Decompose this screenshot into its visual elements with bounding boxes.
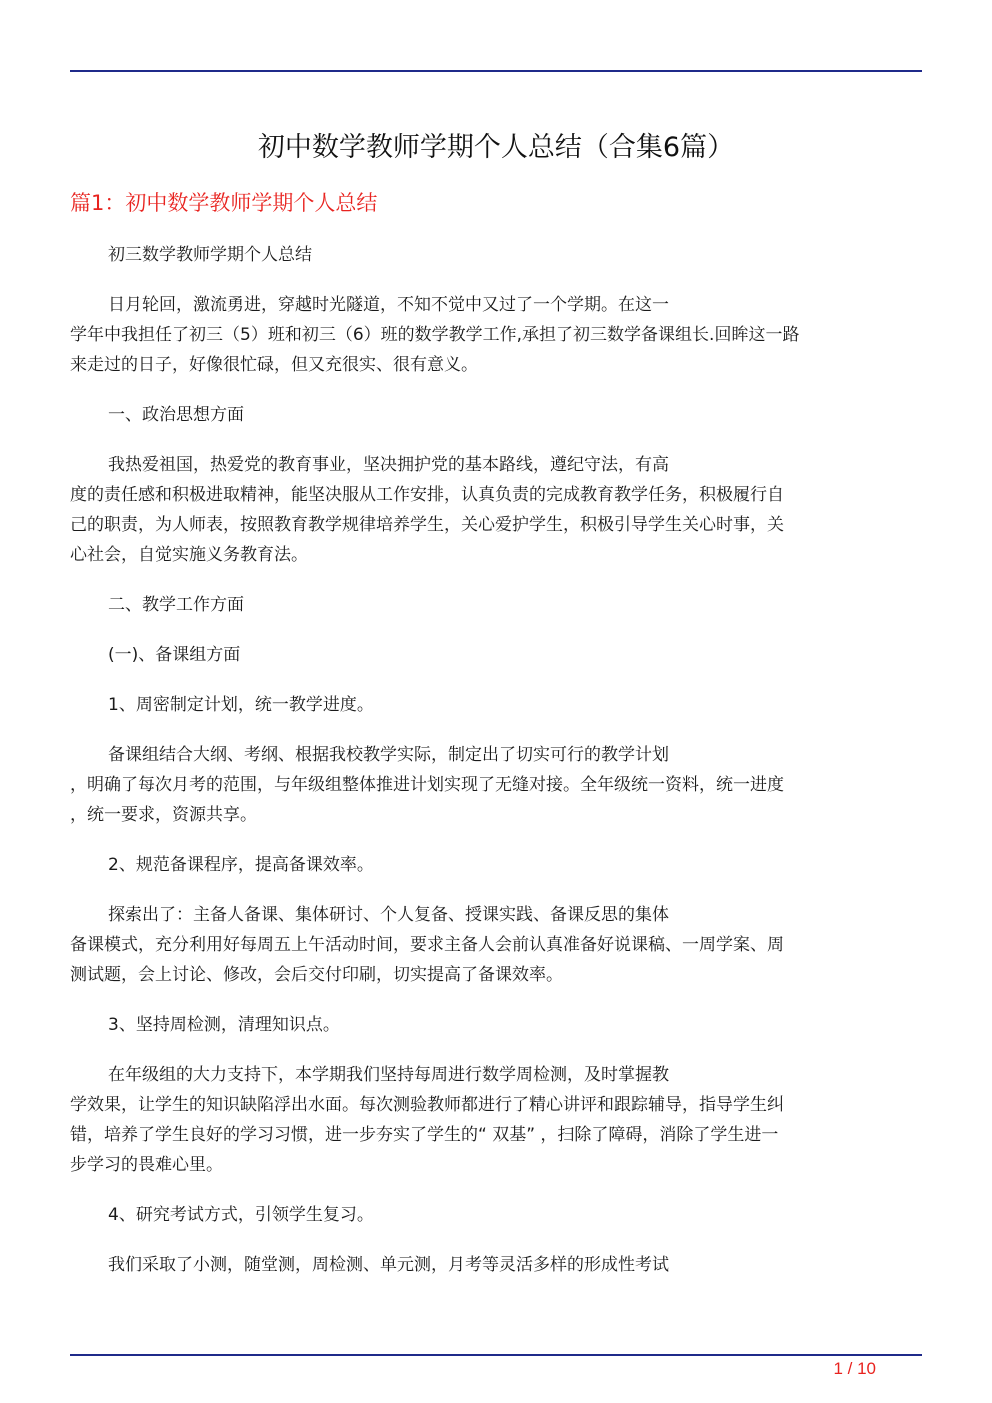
text-line: 己的职责，为人师表，按照教育教学规律培养学生，关心爱护学生，积极引导学生关心时事，关 [70,515,784,535]
text-line: 步学习的畏难心里。 [70,1155,223,1175]
paragraph [70,640,922,670]
text-line: 4、研究考试方式，引领学生复习。 [108,1205,374,1225]
footer-rule [70,1354,922,1356]
paragraph [70,690,922,720]
text-line: 备课组结合大纲、考纲、根据我校教学实际，制定出了切实可行的教学计划 [108,745,669,765]
paragraph [70,1010,922,1040]
text-line: 我热爱祖国，热爱党的教育事业，坚决拥护党的基本路线，遵纪守法，有高 [108,455,669,475]
section-heading: 篇1：初中数学教师学期个人总结 [70,191,378,215]
paragraph [70,290,922,380]
text-line: 测试题，会上讨论、修改，会后交付印刷，切实提高了备课效率。 [70,965,563,985]
text-line: 备课模式，充分利用好每周五上午活动时间，要求主备人会前认真准备好说课稿、一周学案、周 [70,935,784,955]
paragraph [70,900,922,990]
paragraph [70,590,922,620]
text-line: 一、政治思想方面 [108,405,244,425]
text-line: 学年中我担任了初三（5）班和初三（6）班的数学教学工作,承担了初三数学备课组长.回眸这一路 [70,325,800,345]
document-body [70,240,922,1300]
paragraph [70,740,922,830]
text-line: 1、周密制定计划，统一教学进度。 [108,695,374,715]
paragraph [70,1250,922,1280]
text-line: 初三数学教师学期个人总结 [108,245,312,265]
text-line: 我们采取了小测，随堂测，周检测、单元测，月考等灵活多样的形成性考试 [108,1255,669,1275]
text-line: ，明确了每次月考的范围，与年级组整体推进计划实现了无缝对接。全年级统一资料，统一进度 [70,775,784,795]
text-line: 3、坚持周检测，清理知识点。 [108,1015,340,1035]
text-line: 2、规范备课程序，提高备课效率。 [108,855,374,875]
text-line: 在年级组的大力支持下，本学期我们坚持每周进行数学周检测，及时掌握教 [108,1065,669,1085]
header-rule [70,70,922,72]
text-line: 错，培养了学生良好的学习习惯，进一步夯实了学生的“ 双基” ，扫除了障碍，消除了学生进一 [70,1125,779,1145]
paragraph [70,240,922,270]
text-line: 探索出了：主备人备课、集体研讨、个人复备、授课实践、备课反思的集体 [108,905,669,925]
text-line: 学效果，让学生的知识缺陷浮出水面。每次测验教师都进行了精心讲评和跟踪辅导，指导学生纠 [70,1095,784,1115]
paragraph [70,1060,922,1180]
text-line: 来走过的日子，好像很忙碌，但又充很实、很有意义。 [70,355,478,375]
text-line: ，统一要求，资源共享。 [70,805,257,825]
text-line: (一)、备课组方面 [108,645,241,665]
paragraph [70,450,922,570]
text-line: 度的责任感和积极进取精神，能坚决服从工作安排，认真负责的完成教育教学任务，积极履行自 [70,485,784,505]
paragraph [70,1200,922,1230]
paragraph [70,400,922,430]
page-number: 1 / 10 [833,1359,876,1378]
document-title: 初中数学教师学期个人总结（合集6篇） [257,132,735,163]
paragraph [70,850,922,880]
text-line: 心社会，自觉实施义务教育法。 [70,545,308,565]
text-line: 二、教学工作方面 [108,595,244,615]
text-line: 日月轮回，激流勇进，穿越时光隧道，不知不觉中又过了一个学期。在这一 [108,295,669,315]
